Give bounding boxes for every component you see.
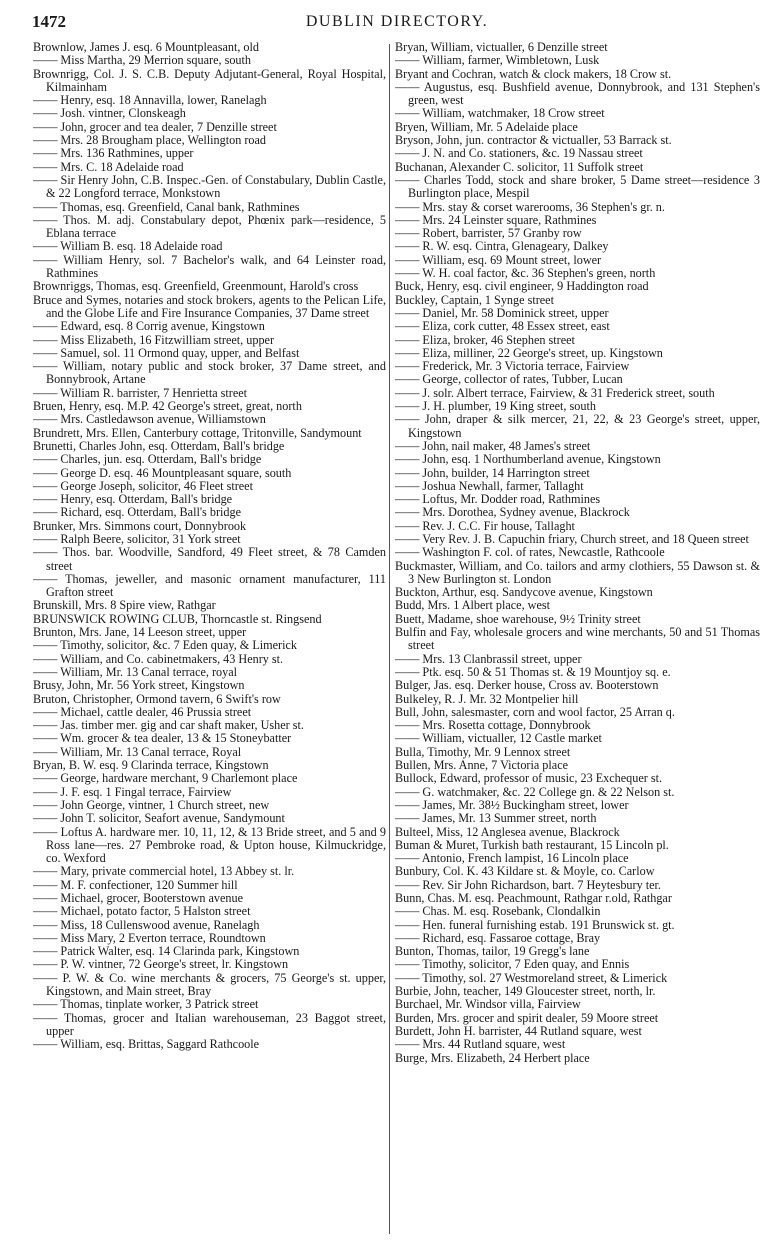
directory-entry: —— William, farmer, Wimbletown, Lusk [395, 53, 600, 68]
directory-entry: —— Joshua Newhall, farmer, Tallaght [395, 478, 584, 493]
directory-entry: Brunetti, Charles John, esq. Otterdam, Ball's bridge [33, 438, 285, 453]
directory-entry: Buck, Henry, esq. civil engineer, 9 Haddington road [395, 279, 649, 294]
directory-entry: —— Jas. timber mer. gig and car shaft maker, Usher st. [33, 718, 304, 733]
directory-entry: —— Mrs. 44 Rutland square, west [395, 1037, 566, 1052]
directory-entry: Bullen, Mrs. Anne, 7 Victoria place [395, 758, 569, 773]
directory-entry: —— Augustus, esq. Bushfield avenue, Donnybrook, and 131 Stephen's green, west [395, 79, 760, 108]
page-header [32, 6, 762, 38]
directory-entry: —— William, esq. Brittas, Saggard Rathcoole [33, 1037, 260, 1052]
directory-entry: —— George, collector of rates, Tubber, Lucan [395, 372, 623, 387]
directory-entry: —— Henry, esq. Otterdam, Ball's bridge [33, 492, 233, 507]
directory-entry: —— J. solr. Albert terrace, Fairview, & 31 Frederick street, south [395, 385, 715, 400]
directory-entry: —— John George, vintner, 1 Church street, new [33, 797, 270, 812]
directory-entry: Bruce and Symes, notaries and stock brokers, agents to the Pelican Life, and the Globe Life and Fire Insurance Companies, 37 Dame street [33, 292, 386, 320]
directory-entry: —— William, Mr. 13 Canal terrace, Royal [33, 744, 242, 759]
directory-entry: BRUNSWICK ROWING CLUB, Thorncastle st. Ringsend [33, 611, 322, 626]
directory-entry: —— George, hardware merchant, 9 Charlemont place [33, 771, 298, 786]
directory-entry: Bull, John, salesmaster, corn and wool factor, 25 Arran q. [395, 704, 675, 719]
directory-entry: —— John, builder, 14 Harrington street [395, 465, 590, 480]
directory-entry: —— George Joseph, solicitor, 46 Fleet street [33, 478, 253, 493]
directory-entry: —— Eliza, broker, 46 Stephen street [395, 332, 575, 347]
page-title: DUBLIN DIRECTORY. [305, 13, 489, 30]
directory-entry: —— Wm. grocer & tea dealer, 13 & 15 Stoneybatter [33, 731, 292, 746]
directory-entry: —— Mrs. Castledawson avenue, Williamstown [33, 412, 266, 427]
directory-entry: Bruen, Henry, esq. M.P. 42 George's street, great, north [33, 399, 302, 414]
column-divider [389, 44, 390, 1234]
directory-entry: —— John, draper & silk mercer, 21, 22, & 23 George's street, upper, Kingstown [395, 412, 760, 440]
directory-entry: —— William, and Co. cabinetmakers, 43 Henry st. [33, 651, 284, 666]
directory-entry: —— J. F. esq. 1 Fingal terrace, Fairview [33, 784, 232, 799]
directory-entry: Brownriggs, Thomas, esq. Greenfield, Greenmount, Harold's cross [33, 279, 359, 294]
directory-entry: —— John, esq. 1 Northumberland avenue, Kingstown [395, 452, 661, 467]
directory-entry: —— James, Mr. 13 Summer street, north [395, 811, 597, 826]
directory-entry: Bulkeley, R. J. Mr. 32 Montpelier hill [395, 691, 579, 706]
directory-entry: —— William, notary public and stock broker, 37 Dame street, and Bonnybrook, Artane [33, 359, 386, 387]
directory-entry: —— William, watchmaker, 18 Crow street [395, 106, 605, 121]
directory-entry: —— Antonio, French lampist, 16 Lincoln place [395, 851, 629, 866]
directory-entry: —— Washington F. col. of rates, Newcastle, Rathcoole [395, 545, 665, 560]
directory-entry: —— William R. barrister, 7 Henrietta street [33, 385, 248, 400]
directory-entry: —— Timothy, solicitor, 7 Eden quay, and Ennis [395, 957, 630, 972]
directory-entry: —— Mrs. Rosetta cottage, Donnybrook [395, 718, 591, 733]
left-column [33, 41, 386, 1237]
directory-entry: —— Edward, esq. 8 Corrig avenue, Kingstown [33, 319, 265, 334]
directory-entry: Burge, Mrs. Elizabeth, 24 Herbert place [395, 1050, 590, 1065]
directory-entry: —— Rev. Sir John Richardson, bart. 7 Heytesbury ter. [395, 877, 661, 892]
directory-entry: Bryan, B. W. esq. 9 Clarinda terrace, Kingstown [33, 758, 269, 773]
directory-entry: —— Richard, esq. Fassaroe cottage, Bray [395, 930, 601, 945]
directory-entry: —— Michael, cattle dealer, 46 Prussia street [33, 704, 252, 719]
directory-entry: Burbie, John, teacher, 149 Gloucester street, north, lr. [395, 984, 656, 999]
directory-entry: —— George D. esq. 46 Mountpleasant square, south [33, 465, 292, 480]
directory-entry: Bulfin and Fay, wholesale grocers and wine merchants, 50 and 51 Thomas street [395, 625, 760, 653]
directory-entry: Bryson, John, jun. contractor & victualler, 53 Barrack st. [395, 133, 672, 148]
directory-entry: —— Thomas, esq. Greenfield, Canal bank, Rathmines [33, 199, 300, 214]
directory-entry: —— James, Mr. 38½ Buckingham street, lower [395, 797, 629, 812]
directory-entry: —— Josh. vintner, Clonskeagh [33, 106, 186, 121]
directory-entry: —— Miss Elizabeth, 16 Fitzwilliam street, upper [33, 332, 275, 347]
directory-entry: —— Miss, 18 Cullenswood avenue, Ranelagh [33, 917, 260, 932]
directory-entry: —— Mrs. Dorothea, Sydney avenue, Blackrock [395, 505, 630, 520]
directory-entry: —— Samuel, sol. 11 Ormond quay, upper, and Belfast [33, 345, 300, 360]
directory-entry: —— P. W. vintner, 72 George's street, lr. Kingstown [33, 957, 289, 972]
directory-entry: —— R. W. esq. Cintra, Glenageary, Dalkey [395, 239, 609, 254]
directory-entry: Buckmaster, William, and Co. tailors and army clothiers, 55 Dawson st. & 3 New Burlington st. London [395, 558, 760, 586]
directory-entry: —— John T. solicitor, Seafort avenue, Sandymount [33, 811, 285, 826]
directory-entry: —— Sir Henry John, C.B. Inspec.-Gen. of Constabulary, Dublin Castle, & 22 Longford terrace, Monkstown [33, 172, 386, 201]
directory-entry: Brownrigg, Col. J. S. C.B. Deputy Adjutant-General, Royal Hospital, Kilmainham [33, 66, 386, 94]
directory-entry: Bunn, Chas. M. esq. Peachmount, Rathgar r.old, Rathgar [395, 891, 672, 905]
directory-entry: —— Thomas, tinplate worker, 3 Patrick street [33, 997, 259, 1012]
directory-entry: —— William, victualler, 12 Castle market [395, 731, 602, 746]
directory-entry: Buckton, Arthur, esq. Sandycove avenue, Kingstown [395, 585, 653, 600]
directory-entry: Bulteel, Miss, 12 Anglesea avenue, Blackrock [395, 824, 620, 839]
directory-entry: Bunton, Thomas, tailor, 19 Gregg's lane [395, 944, 590, 959]
directory-entry: —— Charles Todd, stock and share broker, 5 Dame street—residence 3 Burlington place, Mespil [395, 172, 760, 201]
directory-entry: —— John, grocer and tea dealer, 7 Denzille street [33, 119, 277, 134]
directory-entry: —— Miss Mary, 2 Everton terrace, Roundtown [33, 930, 266, 945]
directory-entry: —— J. N. and Co. stationers, &c. 19 Nassau street [395, 146, 643, 161]
directory-entry: —— Mrs. C. 18 Adelaide road [33, 159, 184, 174]
directory-entry: Buman & Muret, Turkish bath restaurant, 15 Lincoln pl. [395, 837, 669, 852]
directory-entry: —— William, Mr. 13 Canal terrace, royal [33, 664, 238, 679]
directory-entry: Burchael, Mr. Windsor villa, Fairview [395, 997, 581, 1012]
directory-entry: Budd, Mrs. 1 Albert place, west [395, 598, 551, 613]
directory-entry: —— Robert, barrister, 57 Granby row [395, 226, 582, 241]
right-column [395, 41, 760, 1237]
directory-entry: —— Mrs. 24 Leinster square, Rathmines [395, 212, 597, 227]
directory-entry: Buckley, Captain, 1 Synge street [395, 292, 554, 307]
directory-entry: —— J. H. plumber, 19 King street, south [395, 399, 596, 414]
directory-entry: —— W. H. coal factor, &c. 36 Stephen's green, north [395, 266, 656, 281]
directory-entry: Burden, Mrs. grocer and spirit dealer, 59 Moore street [395, 1010, 659, 1025]
directory-entry: —— Eliza, cork cutter, 48 Essex street, east [395, 319, 610, 334]
directory-entry: Bruton, Christopher, Ormond tavern, 6 Swift's row [33, 691, 281, 706]
directory-entry: —— Thos. bar. Woodville, Sandford, 49 Fleet street, & 78 Camden street [33, 545, 386, 573]
directory-entry: —— Mrs. 28 Brougham place, Wellington road [33, 133, 267, 148]
directory-entry: —— Frederick, Mr. 3 Victoria terrace, Fairview [395, 359, 630, 374]
directory-entry: —— Ptk. esq. 50 & 51 Thomas st. & 19 Mountjoy sq. e. [395, 664, 671, 679]
directory-entry: Brownlow, James J. esq. 6 Mountpleasant, old [33, 41, 260, 54]
directory-entry: Brunker, Mrs. Simmons court, Donnybrook [33, 518, 247, 533]
directory-entry: —— Thomas, jeweller, and masonic ornament manufacturer, 111 Grafton street [33, 571, 386, 600]
directory-entry: Bryan, William, victualler, 6 Denzille street [395, 41, 608, 54]
directory-entry: —— Rev. J. C.C. Fir house, Tallaght [395, 518, 575, 533]
directory-entry: —— Charles, jun. esq. Otterdam, Ball's bridge [33, 452, 262, 467]
directory-entry: —— Michael, potato factor, 5 Halston street [33, 904, 251, 919]
directory-entry: —— William, esq. 69 Mount street, lower [395, 252, 602, 267]
directory-entry: —— G. watchmaker, &c. 22 College gn. & 22 Nelson st. [395, 784, 675, 799]
directory-entry: —— M. F. confectioner, 120 Summer hill [33, 877, 238, 892]
directory-entry: —— Eliza, milliner, 22 George's street, up. Kingstown [395, 345, 663, 360]
directory-entry: Buchanan, Alexander C. solicitor, 11 Suffolk street [395, 159, 644, 174]
directory-entry: —— Chas. M. esq. Rosebank, Clondalkin [395, 904, 601, 919]
directory-entry: Bulger, Jas. esq. Derker house, Cross av. Booterstown [395, 678, 659, 693]
directory-entry: —— Patrick Walter, esq. 14 Clarinda park, Kingstown [33, 944, 300, 959]
directory-entry: —— Hen. funeral furnishing estab. 191 Brunswick st. gt. [395, 917, 675, 932]
directory-entry: —— Loftus, Mr. Dodder road, Rathmines [395, 492, 601, 507]
directory-entry: —— John, nail maker, 48 James's street [395, 438, 591, 453]
directory-entry: —— Michael, grocer, Booterstown avenue [33, 891, 244, 905]
directory-entry: —— Timothy, solicitor, &c. 7 Eden quay, & Limerick [33, 638, 297, 653]
directory-entry: —— Mrs. stay & corset warerooms, 36 Stephen's gr. n. [395, 199, 665, 214]
directory-entry: —— Timothy, sol. 27 Westmoreland street, & Limerick [395, 970, 668, 985]
directory-entry: Bullock, Edward, professor of music, 23 Exchequer st. [395, 771, 663, 786]
directory-entry: Bryant and Cochran, watch & clock makers, 18 Crow st. [395, 66, 672, 81]
directory-entry: —— Mrs. 136 Rathmines, upper [33, 146, 194, 161]
directory-entry: —— Henry, esq. 18 Annavilla, lower, Ranelagh [33, 93, 267, 108]
directory-entry: —— Miss Martha, 29 Merrion square, south [33, 53, 251, 68]
directory-entry: —— William B. esq. 18 Adelaide road [33, 239, 223, 254]
directory-entry: —— Loftus A. hardware mer. 10, 11, 12, & 13 Bride street, and 5 and 9 Ross lane—res. 27 Pembroke road, & Upton house, Kilmuckridge, co. Wexford [33, 824, 386, 866]
directory-entry: —— Ralph Beere, solicitor, 31 York street [33, 531, 241, 546]
directory-entry: —— P. W. & Co. wine merchants & grocers, 75 George's st. upper, Kingstown, and Main street, Bray [33, 970, 386, 999]
directory-entry: —— Very Rev. J. B. Capuchin friary, Church street, and 18 Queen street [395, 531, 749, 546]
directory-entry: —— Mrs. 13 Clanbrassil street, upper [395, 651, 582, 666]
directory-entry: Brusy, John, Mr. 56 York street, Kingstown [33, 678, 245, 693]
directory-entry: Brundrett, Mrs. Ellen, Canterbury cottage, Tritonville, Sandymount [33, 425, 362, 440]
directory-entry: —— Richard, esq. Otterdam, Ball's bridge [33, 505, 241, 520]
directory-entry: Burdett, John H. barrister, 44 Rutland square, west [395, 1023, 642, 1038]
directory-entry: Bulla, Timothy, Mr. 9 Lennox street [395, 744, 571, 759]
directory-entry: Buett, Madame, shoe warehouse, 9½ Trinity street [395, 611, 641, 626]
directory-entry: —— Thos. M. adj. Constabulary depot, Phœnix park—residence, 5 Eblana terrace [33, 212, 386, 241]
directory-entry: Brunskill, Mrs. 8 Spire view, Rathgar [33, 598, 216, 613]
directory-entry: —— Daniel, Mr. 58 Dominick street, upper [395, 305, 609, 320]
directory-entry: Bryen, William, Mr. 5 Adelaide place [395, 119, 578, 134]
directory-entry: —— Thomas, grocer and Italian warehouseman, 23 Baggot street, upper [33, 1010, 386, 1038]
directory-entry: —— Mary, private commercial hotel, 13 Abbey st. lr. [33, 864, 295, 879]
page-number: 1472 [32, 12, 66, 31]
directory-entry: Brunton, Mrs. Jane, 14 Leeson street, upper [33, 625, 247, 640]
directory-entry: Bunbury, Col. K. 43 Kildare st. & Moyle, co. Carlow [395, 864, 655, 879]
directory-entry: —— William Henry, sol. 7 Bachelor's walk, and 64 Leinster road, Rathmines [33, 252, 386, 281]
